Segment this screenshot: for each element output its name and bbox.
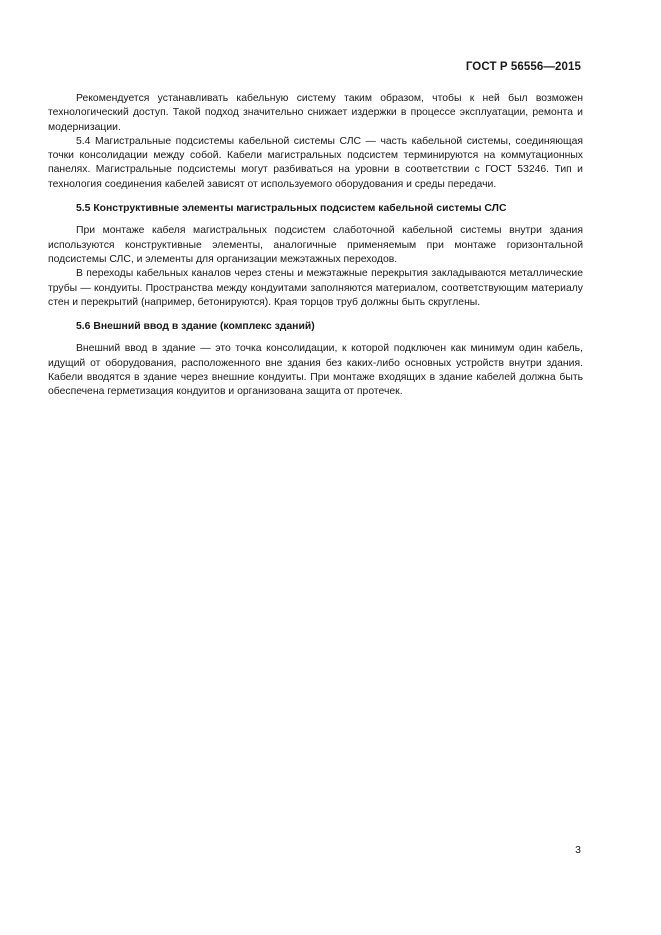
paragraph-external-entry: Внешний ввод в здание — это точка консолидации, к которой подключен как минимум один кабель, идущий от оборудования, расположенного вне здания без каких-либо основных устройств внутри здания. Кабели вводятся в здание через внешние кондуиты. При монтаже входящих в здание кабелей должна быть обеспечена герметизация кондуитов и организована защита от протечек. bbox=[48, 343, 583, 398]
paragraph-tech-access: Рекомендуется устанавливать кабельную систему таким образом, чтобы к ней был возможен технологический доступ. Такой подход значительно снижает издержки в процессе эксплуатации, ремонта и модернизации. bbox=[48, 93, 583, 133]
paragraph-conduits: В переходы кабельных каналов через стены и межэтажные перекрытия закладываются металлические трубы — кондуиты. Пространства между кондуитами заполняются материалом, соответствующим материалу стен и перекрытий (например, бетонируются). Края торцов труб должны быть скруглены. bbox=[48, 268, 583, 308]
section-heading-5-6: 5.6 Внешний ввод в здание (комплекс зданий) bbox=[76, 321, 315, 333]
section-heading-5-5: 5.5 Конструктивные элементы магистральных подсистем кабельной системы СЛС bbox=[76, 203, 507, 215]
page-number: 3 bbox=[575, 844, 581, 856]
paragraph-5-4: 5.4 Магистральные подсистемы кабельной системы СЛС — часть кабельной системы, соединяющая точки консолидации между собой. Кабели магистральных подсистем терминируются на коммутационных панелях. Магистральные подсистемы могут разбиваться на уровни в соответствии с ГОСТ 53246. Тип и технология соединения кабелей зависят от используемого оборудования и среды передачи. bbox=[48, 135, 583, 190]
document-code-header: ГОСТ Р 56556—2015 bbox=[465, 61, 581, 73]
paragraph-construction-elements: При монтаже кабеля магистральных подсистем слаботочной кабельной системы внутри здания используются конструктивные элементы, аналогичные применяемым при монтаже горизонтальной подсистемы СЛС, и элементы для организации межэтажных переходов. bbox=[48, 225, 583, 265]
document-body bbox=[48, 92, 583, 400]
